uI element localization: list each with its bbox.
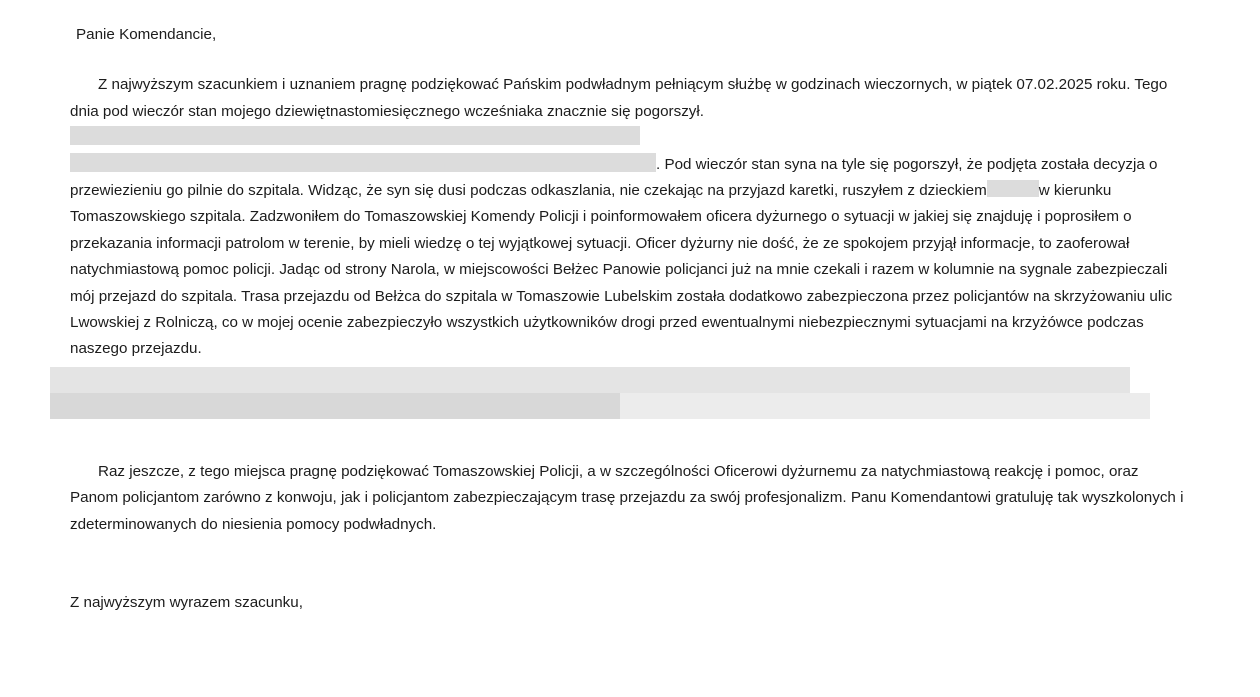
redaction-block-line-2 — [50, 393, 620, 419]
redacted-block — [70, 367, 1190, 419]
redaction-block-line-1 — [50, 367, 1130, 393]
paragraph-spacer-two — [70, 538, 1190, 590]
paragraph-one-text-part-1: Z najwyższym szacunkiem i uznaniem pragnę podziękować Pańskim podwładnym pełniącym służbę w godzinach wieczornych, w piątek 07.02.2025 roku. Tego dnia pod wieczór stan mojego dziewiętnastomiesięcznego wcześniaka znacznie się pogorszył. — [70, 76, 1168, 120]
closing-line: Z najwyższym wyrazem szacunku, — [70, 594, 303, 612]
redaction-inline-3 — [987, 180, 1039, 197]
redaction-inline-1 — [70, 126, 640, 145]
paragraph-two: Raz jeszcze, z tego miejsca pragnę podziękować Tomaszowskiej Policji, a w szczególności Oficerowi dyżurnemu za natychmiastową reakcję i pomoc, oraz Panom policjantom zarówno z konwoju, jak i policjantom zabezpieczającym trasę przejazdu za swój profesjonalizm. Panu Komendantowi gratuluję tak wyszkolonych i zdeterminowanych do niesienia pomocy podwładnych. — [70, 462, 1184, 533]
document-body — [70, 22, 1190, 617]
paragraph-spacer-one — [70, 441, 1190, 459]
paragraph-one — [70, 72, 1190, 362]
redaction-inline-2 — [70, 153, 656, 172]
redaction-block-line-3 — [620, 393, 1150, 419]
paragraph-one-text-part-3: w kierunku Tomaszowskiego szpitala. Zadzwoniłem do Tomaszowskiej Komendy Policji i poinformowałem oficera dyżurnego o sytuacji w jakiej się znajduję i poprosiłem o przekazania informacji patrolom w terenie, by mieli wiedzę o tej wyjątkowej sytuacji. Oficer dyżurny nie dość, że ze spokojem przyjął informacje, to zaoferował natychmiastową pomoc policji. Jadąc od strony Narola, w miejscowości Bełżec Panowie policjanci już na mnie czekali i razem w kolumnie na sygnale zabezpieczali mój przejazd do szpitala. Trasa przejazdu od Bełżca do szpitala w Tomaszowie Lubelskim została dodatkowo zabezpieczona przez policjantów na skrzyżowaniu ulic Lwowskiej z Rolniczą, co w mojej ocenie zabezpieczyło wszystkich użytkowników drogi przed ewentualnymi niebezpiecznymi sytuacjami na krzyżówce podczas naszego przejazdu. — [70, 182, 1173, 358]
paragraph-one-text-part-2: . Pod wieczór stan syna na tyle się pogorszył, że podjęta została decyzja o przewiezieniu go pilnie do szpitala. Widząc, że syn się dusi podczas odkaszlania, nie czekając na przyjazd karetki, ruszyłem z dzieckiem — [70, 155, 1158, 200]
salutation-line: Panie Komendancie, — [76, 26, 217, 43]
